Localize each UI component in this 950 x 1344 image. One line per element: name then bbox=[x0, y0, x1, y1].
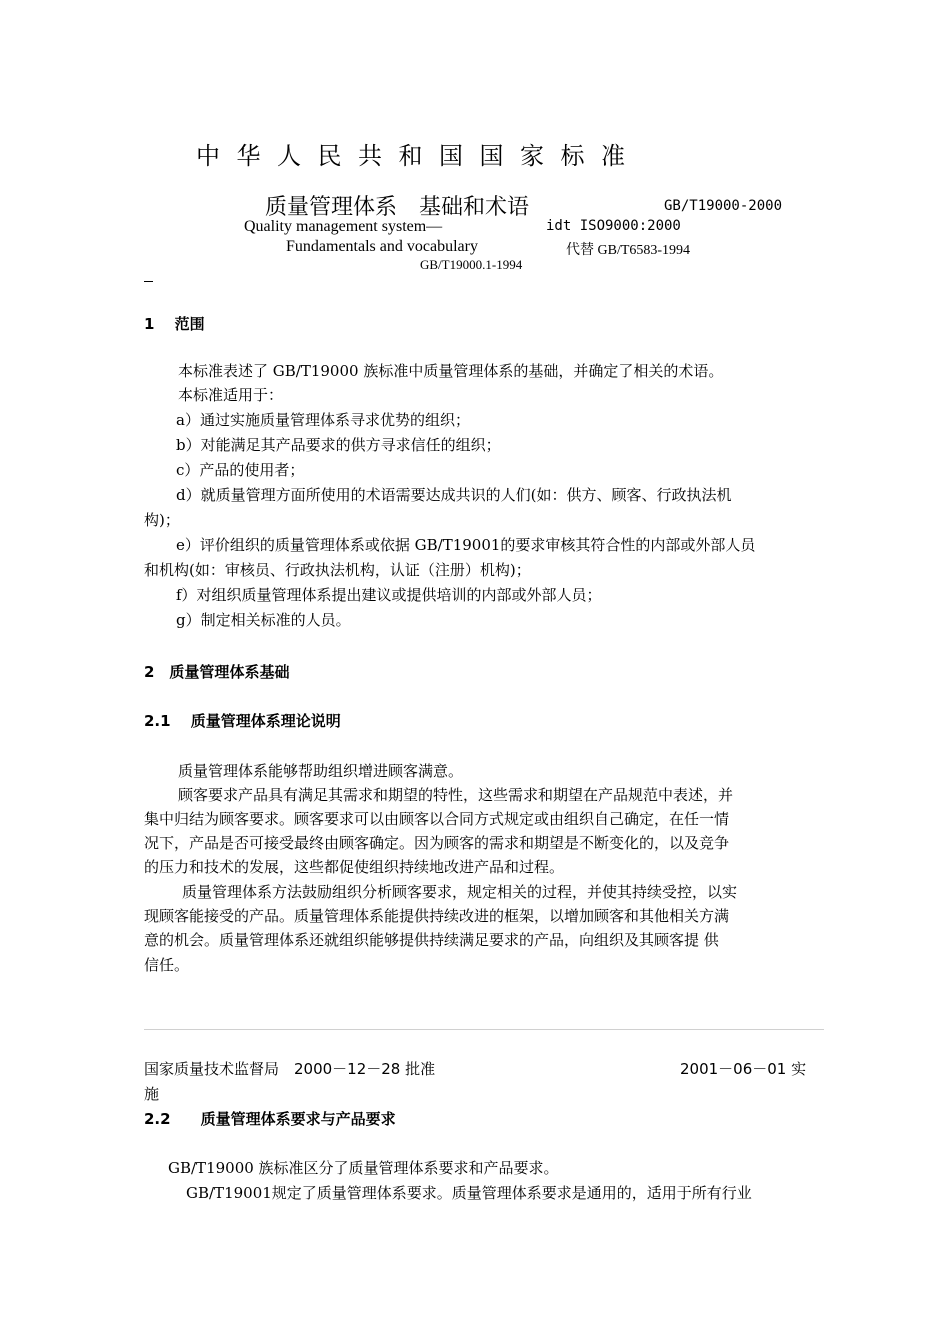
list-item-g: g）制定相关标准的人员。 bbox=[176, 611, 351, 629]
replaces-reference-2: GB/T19000.1-1994 bbox=[420, 257, 523, 272]
section-2-1-para-3-line2: 现顾客能接受的产品。质量管理体系能提供持续改进的框架，以增加顾客和其他相关方满 bbox=[144, 907, 730, 925]
section-2-2-para-1: GB/T19000 族标准区分了质量管理体系要求和产品要求。 bbox=[168, 1159, 559, 1177]
list-item-f: f）对组织质量管理体系提出建议或提供培训的内部或外部人员； bbox=[176, 586, 602, 604]
document-title-cn: 中华人民共和国国家标准 bbox=[196, 142, 642, 170]
standard-number: GB/T19000-2000 bbox=[664, 198, 783, 214]
implementation-info-wrap: 施 bbox=[144, 1085, 160, 1103]
page-footer-rule bbox=[144, 1029, 824, 1030]
section-1-para-2: 本标准适用于： bbox=[178, 386, 284, 404]
list-item-d-line2: 构)； bbox=[144, 511, 180, 529]
list-item-c: c）产品的使用者； bbox=[176, 461, 305, 479]
standard-title: 质量管理体系 基础和术语 bbox=[265, 195, 530, 220]
section-2-2-heading: 2.2 质量管理体系要求与产品要求 bbox=[144, 1110, 396, 1128]
section-2-1-para-2-line4: 的压力和技术的发展，这些都促使组织持续地改进产品和过程。 bbox=[144, 858, 565, 876]
section-2-1-para-3-line1: 质量管理体系方法鼓励组织分析顾客要求，规定相关的过程，并使其持续受控，以实 bbox=[182, 883, 738, 901]
section-2-1-para-2-line1: 顾客要求产品具有满足其需求和期望的特性，这些需求和期望在产品规范中表述，并 bbox=[178, 786, 734, 804]
list-item-e-line2: 和机构(如：审核员、行政执法机构，认证（注册）机构)； bbox=[144, 561, 531, 579]
section-1-heading: 1 范围 bbox=[144, 315, 205, 333]
replaces-reference: 代替 GB/T6583-1994 bbox=[566, 243, 691, 258]
section-2-1-para-3-line3: 意的机会。质量管理体系还就组织能够提供持续满足要求的产品，向组织及其顾客提 供 bbox=[144, 931, 719, 949]
section-2-1-para-2-line2: 集中归结为顾客要求。顾客要求可以由顾客以合同方式规定或由组织自己确定，在任一情 bbox=[144, 810, 730, 828]
separator-dash bbox=[144, 281, 153, 282]
section-2-1-para-2-line3: 况下，产品是否可接受最终由顾客确定。因为顾客的需求和期望是不断变化的，以及竞争 bbox=[144, 834, 730, 852]
approval-info: 国家质量技术监督局 2000－12－28 批准 bbox=[144, 1060, 436, 1078]
section-2-2-para-2: GB/T19001规定了质量管理体系要求。质量管理体系要求是通用的，适用于所有行业 bbox=[186, 1184, 752, 1202]
list-item-a: a）通过实施质量管理体系寻求优势的组织； bbox=[176, 411, 470, 429]
section-2-1-para-3-line4: 信任。 bbox=[144, 956, 190, 974]
idt-reference: idt ISO9000:2000 bbox=[546, 218, 681, 234]
title-en-line2: Fundamentals and vocabulary bbox=[286, 238, 478, 255]
title-en-line1: Quality management system— bbox=[244, 218, 443, 235]
implementation-info: 2001－06－01 实 bbox=[680, 1060, 807, 1078]
list-item-e-line1: e）评价组织的质量管理体系或依据 GB/T19001的要求审核其符合性的内部或外部人员 bbox=[176, 536, 756, 554]
list-item-d-line1: d）就质量管理方面所使用的术语需要达成共识的人们(如：供方、顾客、行政执法机 bbox=[176, 486, 732, 504]
section-2-1-para-1: 质量管理体系能够帮助组织增进顾客满意。 bbox=[178, 762, 464, 780]
section-2-heading: 2 质量管理体系基础 bbox=[144, 663, 290, 681]
section-1-para-1: 本标准表述了 GB/T19000 族标准中质量管理体系的基础，并确定了相关的术语。 bbox=[178, 362, 724, 380]
section-2-1-heading: 2.1 质量管理体系理论说明 bbox=[144, 712, 341, 730]
list-item-b: b）对能满足其产品要求的供方寻求信任的组织； bbox=[176, 436, 501, 454]
